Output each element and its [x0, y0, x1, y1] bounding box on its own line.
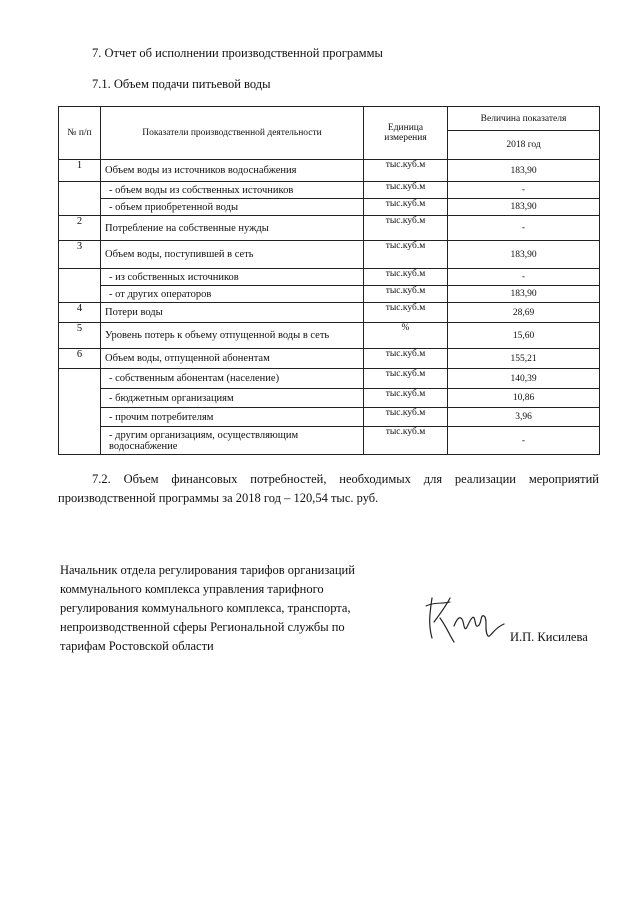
table-row	[59, 389, 600, 408]
row-value: 3,96	[448, 408, 600, 427]
row-indicator: Объем воды, поступившей в сеть	[101, 241, 364, 269]
row-unit: тыс.куб.м	[364, 269, 448, 286]
position-line: коммунального комплекса управления тарифного	[60, 582, 324, 596]
header-num: № п/п	[59, 107, 101, 160]
header-unit: Единица измерения	[364, 107, 448, 160]
row-indicator: Объем воды из источников водоснабжения	[101, 160, 364, 182]
row-num: 3	[59, 241, 101, 269]
row-indicator: Потери воды	[101, 303, 364, 323]
row-indicator: - от других операторов	[101, 286, 364, 303]
row-unit: тыс.куб.м	[364, 349, 448, 369]
table-row	[59, 241, 600, 269]
row-unit: %	[364, 323, 448, 349]
row-unit: тыс.куб.м	[364, 160, 448, 182]
section-7-2-paragraph: 7.2. Объем финансовых потребностей, необходимых для реализации мероприятий производственной программы за 2018 год – 120,54 тыс. руб.	[58, 472, 599, 505]
row-unit: тыс.куб.м	[364, 286, 448, 303]
row-value: 28,69	[448, 303, 600, 323]
row-value: 155,21	[448, 349, 600, 369]
row-value: -	[448, 269, 600, 286]
row-value: 183,90	[448, 241, 600, 269]
row-indicator: - собственным абонентам (население)	[101, 369, 364, 389]
table-row	[59, 269, 600, 286]
row-value: 10,86	[448, 389, 600, 408]
row-num	[59, 369, 101, 455]
row-indicator: - объем воды из собственных источников	[101, 182, 364, 199]
header-indicator: Показатели производственной деятельности	[101, 107, 364, 160]
row-value: -	[448, 182, 600, 199]
row-indicator: Потребление на собственные нужды	[101, 216, 364, 241]
row-num: 1	[59, 160, 101, 182]
row-value: 183,90	[448, 160, 600, 182]
row-indicator: Объем воды, отпущенной абонентам	[101, 349, 364, 369]
row-num: 4	[59, 303, 101, 323]
row-unit: тыс.куб.м	[364, 427, 448, 455]
row-value: -	[448, 216, 600, 241]
position-line: непроизводственной сферы Региональной службы по	[60, 620, 345, 634]
row-unit: тыс.куб.м	[364, 182, 448, 199]
row-indicator: - прочим потребителям	[101, 408, 364, 427]
row-unit: тыс.куб.м	[364, 199, 448, 216]
header-value: Величина показателя	[448, 107, 600, 131]
table-row	[59, 427, 600, 455]
row-unit: тыс.куб.м	[364, 216, 448, 241]
row-indicator: - бюджетным организациям	[101, 389, 364, 408]
signatory-position	[60, 561, 400, 656]
row-unit: тыс.куб.м	[364, 241, 448, 269]
table-row	[59, 323, 600, 349]
water-supply-table	[58, 106, 600, 455]
table-row	[59, 199, 600, 216]
row-value: 183,90	[448, 199, 600, 216]
position-line: Начальник отдела регулирования тарифов организаций	[60, 563, 355, 577]
row-num: 5	[59, 323, 101, 349]
section-7-1-title: 7.1. Объем подачи питьевой воды	[92, 77, 271, 91]
row-num: 2	[59, 216, 101, 241]
table-row	[59, 182, 600, 199]
position-line: регулирования коммунального комплекса, транспорта,	[60, 601, 351, 615]
table-row	[59, 160, 600, 182]
row-num	[59, 182, 101, 216]
row-indicator: Уровень потерь к объему отпущенной воды в сеть	[101, 323, 364, 349]
table-row	[59, 303, 600, 323]
table-row	[59, 216, 600, 241]
section-7-title: 7. Отчет об исполнении производственной программы	[92, 46, 383, 60]
row-num: 6	[59, 349, 101, 369]
row-unit: тыс.куб.м	[364, 303, 448, 323]
table-row	[59, 369, 600, 389]
row-value: 15,60	[448, 323, 600, 349]
header-year: 2018 год	[448, 131, 600, 160]
row-value: -	[448, 427, 600, 455]
row-value: 140,39	[448, 369, 600, 389]
row-unit: тыс.куб.м	[364, 408, 448, 427]
row-unit: тыс.куб.м	[364, 389, 448, 408]
position-line: тарифам Ростовской области	[60, 639, 214, 653]
row-value: 183,90	[448, 286, 600, 303]
row-indicator: - из собственных источников	[101, 269, 364, 286]
row-indicator: - другим организациям, осуществляющим водоснабжение	[101, 427, 364, 455]
table-row	[59, 286, 600, 303]
signatory-name: И.П. Кисилева	[510, 630, 588, 644]
table-row	[59, 349, 600, 369]
row-unit: тыс.куб.м	[364, 369, 448, 389]
table-row	[59, 408, 600, 427]
handwritten-signature	[420, 592, 506, 648]
row-indicator: - объем приобретенной воды	[101, 199, 364, 216]
row-num	[59, 269, 101, 303]
